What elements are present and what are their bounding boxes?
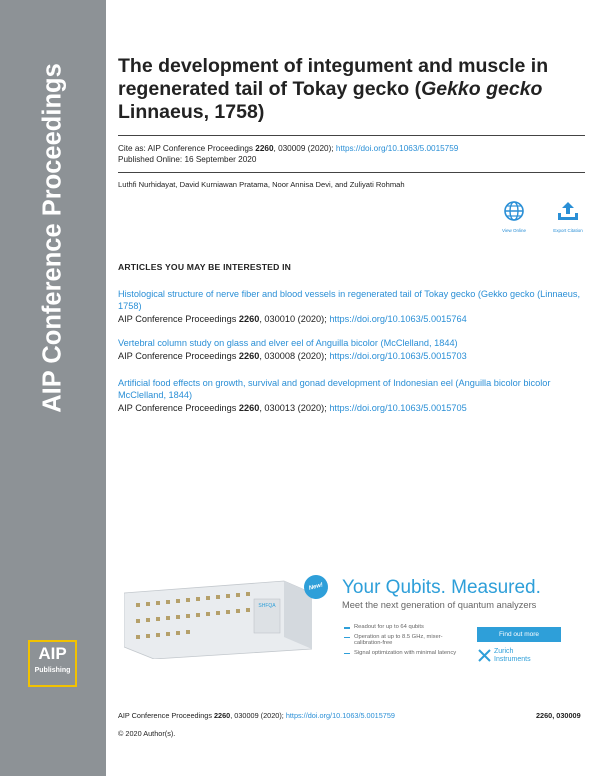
- cite-suffix: , 030008 (2020);: [259, 351, 330, 361]
- advertisement-banner[interactable]: [124, 567, 576, 677]
- related-article: [118, 337, 588, 363]
- ad-bullet: Signal optimization with minimal latency: [344, 650, 464, 657]
- export-citation-button[interactable]: [548, 200, 588, 233]
- cite-prefix: AIP Conference Proceedings: [118, 351, 239, 361]
- cite-suffix: , 030010 (2020);: [259, 314, 330, 324]
- title-text-1: The development of integument and muscle in regenerated tail of Tokay gecko (: [118, 55, 549, 100]
- cite-volume: 2260: [255, 144, 274, 153]
- cite-volume: 2260: [238, 403, 260, 413]
- cite-prefix: AIP Conference Proceedings: [118, 403, 239, 413]
- copyright: © 2020 Author(s).: [118, 729, 176, 738]
- cite-suffix: , 030013 (2020);: [259, 403, 330, 413]
- cite-volume: 2260: [238, 351, 260, 361]
- globe-icon: [503, 200, 525, 222]
- journal-name: AIP Conference Proceedings: [38, 63, 67, 413]
- export-citation-label: Export Citation: [553, 228, 583, 233]
- related-article: [118, 288, 588, 326]
- citation-line: [118, 143, 458, 155]
- new-badge: New!: [301, 572, 330, 601]
- logo-text: AIP: [38, 644, 67, 663]
- cite-volume: 2260: [238, 314, 260, 324]
- published-date: Published Online: 16 September 2020: [118, 155, 257, 164]
- doi-link[interactable]: https://doi.org/10.1063/5.0015759: [285, 711, 395, 720]
- related-article-title[interactable]: Histological structure of nerve fiber and blood vessels in regenerated tail of Tokay gecko (Gekko gecko (Linnaeus, 1758): [118, 289, 581, 311]
- cite-suffix: , 030009 (2020);: [230, 711, 286, 720]
- title-divider: [118, 135, 585, 136]
- find-out-more-button[interactable]: Find out more: [477, 627, 561, 642]
- title-species-italic: Gekko gecko: [421, 78, 543, 100]
- footer-citation: [118, 711, 395, 720]
- export-citation-icon: [556, 200, 580, 222]
- page-number: 2260, 030009: [536, 711, 581, 720]
- ad-headline: Your Qubits. Measured.: [342, 577, 541, 598]
- related-article-citation: [118, 350, 588, 363]
- article-title[interactable]: [118, 55, 588, 124]
- ad-subline: Meet the next generation of quantum analyzers: [342, 600, 537, 610]
- doi-link[interactable]: https://doi.org/10.1063/5.0015764: [329, 314, 467, 324]
- cite-suffix: , 030009 (2020);: [273, 144, 336, 153]
- aip-publishing-logo[interactable]: [28, 640, 77, 687]
- brand-line-1: Zurich: [494, 648, 514, 655]
- ad-bullet-list: [344, 624, 464, 659]
- related-article-title[interactable]: Vertebral column study on glass and elver eel of Anguilla bicolor (McClelland, 1844): [118, 338, 458, 348]
- journal-sidebar: [0, 0, 106, 776]
- related-article-citation: [118, 402, 588, 415]
- related-article: [118, 377, 588, 415]
- zurich-instruments-icon: [478, 649, 491, 662]
- authors: Luthfi Nurhidayat, David Kurniawan Pratama, Noor Annisa Devi, and Zuliyati Rohmah: [118, 180, 405, 189]
- authors-divider: [118, 172, 585, 173]
- cite-prefix: Cite as: AIP Conference Proceedings: [118, 144, 256, 153]
- doi-link[interactable]: https://doi.org/10.1063/5.0015703: [329, 351, 467, 361]
- cite-prefix: AIP Conference Proceedings: [118, 711, 214, 720]
- doi-link[interactable]: https://doi.org/10.1063/5.0015759: [335, 144, 459, 153]
- cite-prefix: AIP Conference Proceedings: [118, 314, 239, 324]
- view-online-button[interactable]: [494, 200, 534, 233]
- logo-subtext: Publishing: [34, 667, 71, 674]
- doi-link[interactable]: https://doi.org/10.1063/5.0015705: [329, 403, 467, 413]
- view-online-label: View Online: [502, 228, 526, 233]
- related-articles-heading: ARTICLES YOU MAY BE INTERESTED IN: [118, 262, 292, 272]
- ad-bullet: Operation at up to 8.5 GHz, mixer-calibration-free: [344, 634, 464, 647]
- quantum-analyzer-device-image: [124, 579, 312, 659]
- cite-volume: 2260: [214, 711, 231, 720]
- brand-line-2: Instruments: [494, 656, 531, 663]
- related-article-citation: [118, 313, 588, 326]
- zurich-instruments-logo: [478, 648, 531, 667]
- brand-name: [494, 648, 531, 664]
- title-text-2: Linnaeus, 1758): [118, 101, 265, 123]
- related-article-title[interactable]: Artificial food effects on growth, survival and gonad development of Indonesian eel (Anguilla bicolor bicolor McClelland, 1844): [118, 378, 551, 400]
- ad-bullet: Readout for up to 64 qubits: [344, 624, 464, 631]
- device-label: SHFQA: [258, 603, 276, 609]
